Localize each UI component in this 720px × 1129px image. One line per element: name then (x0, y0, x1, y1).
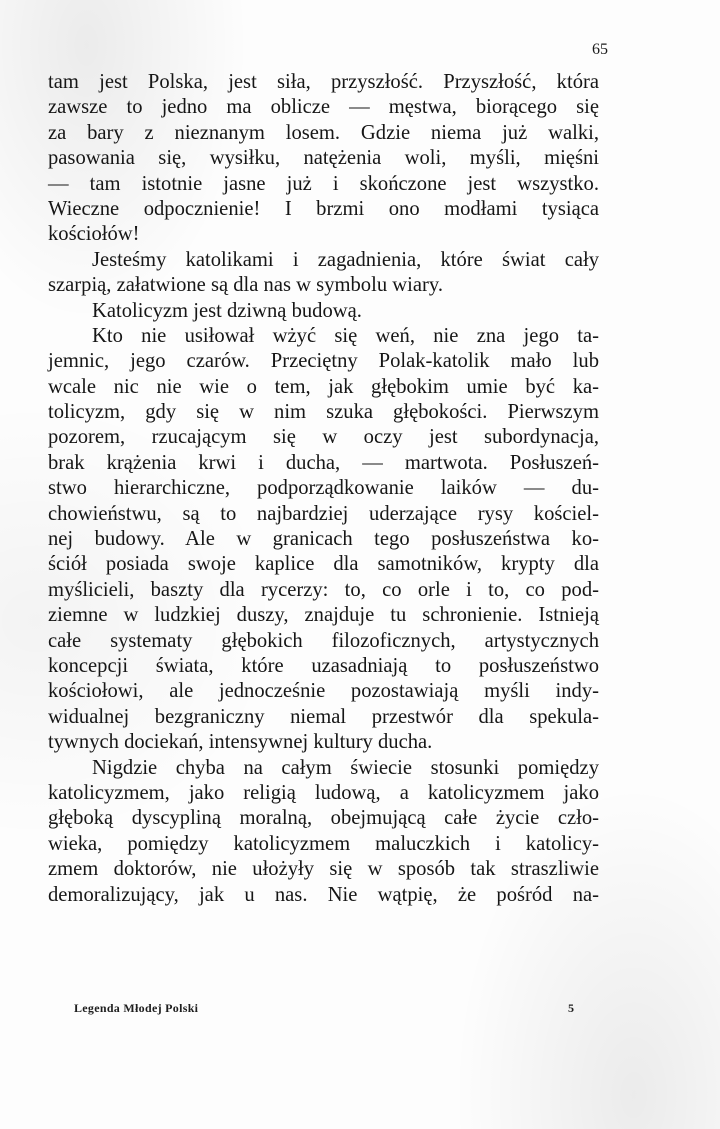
body-text (48, 70, 599, 908)
text-line: zmem doktorów, nie ułożyły się w sposób tak straszliwie (48, 858, 599, 881)
text-line: pozorem, rzucającym się w oczy jest subordynacja, (48, 426, 599, 449)
text-line: nej budowy. Ale w granicach tego posłuszeństwa ko- (48, 528, 599, 551)
text-line: katolicyzmem, jako religią ludową, a katolicyzmem jako (48, 781, 599, 804)
text-line: ściół posiada swoje kaplice dla samotników, krypty dla (48, 553, 599, 576)
text-line: myślicieli, baszty dla rycerzy: to, co orle i to, co pod- (48, 578, 599, 601)
text-line: wcale nic nie wie o tem, jak głębokim umie być ka- (48, 375, 599, 398)
text-line: ziemne w ludzkiej duszy, znajduje tu schronienie. Istnieją (48, 604, 599, 627)
page-number: 65 (592, 41, 608, 58)
text-line: tywnych dociekań, intensywnej kultury ducha. (48, 731, 433, 754)
text-line: demoralizujący, jak u nas. Nie wątpię, że pośród na- (48, 883, 599, 906)
text-line: Kto nie usiłował wżyć się weń, nie zna jego ta- (92, 324, 599, 347)
text-line: chowieństwu, są to najbardziej uderzające rysy kościel- (48, 502, 599, 525)
text-line: — tam istotnie jasne już i skończone jest wszystko. (48, 172, 599, 195)
text-line: Nigdzie chyba na całym świecie stosunki pomiędzy (92, 756, 599, 779)
text-line: Jesteśmy katolikami i zagadnienia, które świat cały (92, 248, 599, 271)
text-line: szarpią, załatwione są dla nas w symbolu wiary. (48, 274, 443, 297)
text-line: tam jest Polska, jest siła, przyszłość. Przyszłość, która (48, 71, 599, 93)
text-line: stwo hierarchiczne, podporządkowanie laików — du- (48, 477, 599, 500)
footer-signature-mark: 5 (568, 1001, 574, 1015)
text-line: koncepcji świata, które uzasadniają to posłuszeństwo (48, 654, 599, 677)
text-line: zawsze to jedno ma oblicze — męstwa, biorącego się (48, 96, 599, 119)
text-line: wieka, pomiędzy katolicyzmem maluczkich i katolicy- (48, 832, 599, 855)
text-line: brak krążenia krwi i ducha, — martwota. Posłuszeń- (48, 451, 599, 474)
text-line: widualnej bezgraniczny niemal przestwór dla spekula- (48, 705, 599, 728)
text-line: całe systematy głębokich filozoficznych, artystycznych (48, 629, 599, 652)
text-line: jemnic, jego czarów. Przeciętny Polak-katolik mało lub (48, 350, 599, 373)
text-line: Wieczne odpocznienie! I brzmi ono modłami tysiąca (48, 197, 599, 220)
text-line: głęboką dyscypliną moralną, obejmującą całe życie czło- (48, 807, 599, 830)
text-line: za bary z nieznanym losem. Gdzie niema już walki, (48, 121, 599, 144)
text-line: tolicyzm, gdy się w nim szuka głębokości. Pierwszym (48, 401, 599, 424)
text-line: pasowania się, wysiłku, natężenia woli, myśli, mięśni (48, 147, 599, 170)
text-line: kościołowi, ale jednocześnie pozostawiają myśli indy- (48, 680, 599, 703)
text-line: kościołów! (48, 223, 140, 246)
footer-book-title: Legenda Młodej Polski (74, 1001, 199, 1015)
text-line: Katolicyzm jest dziwną budową. (92, 299, 362, 322)
